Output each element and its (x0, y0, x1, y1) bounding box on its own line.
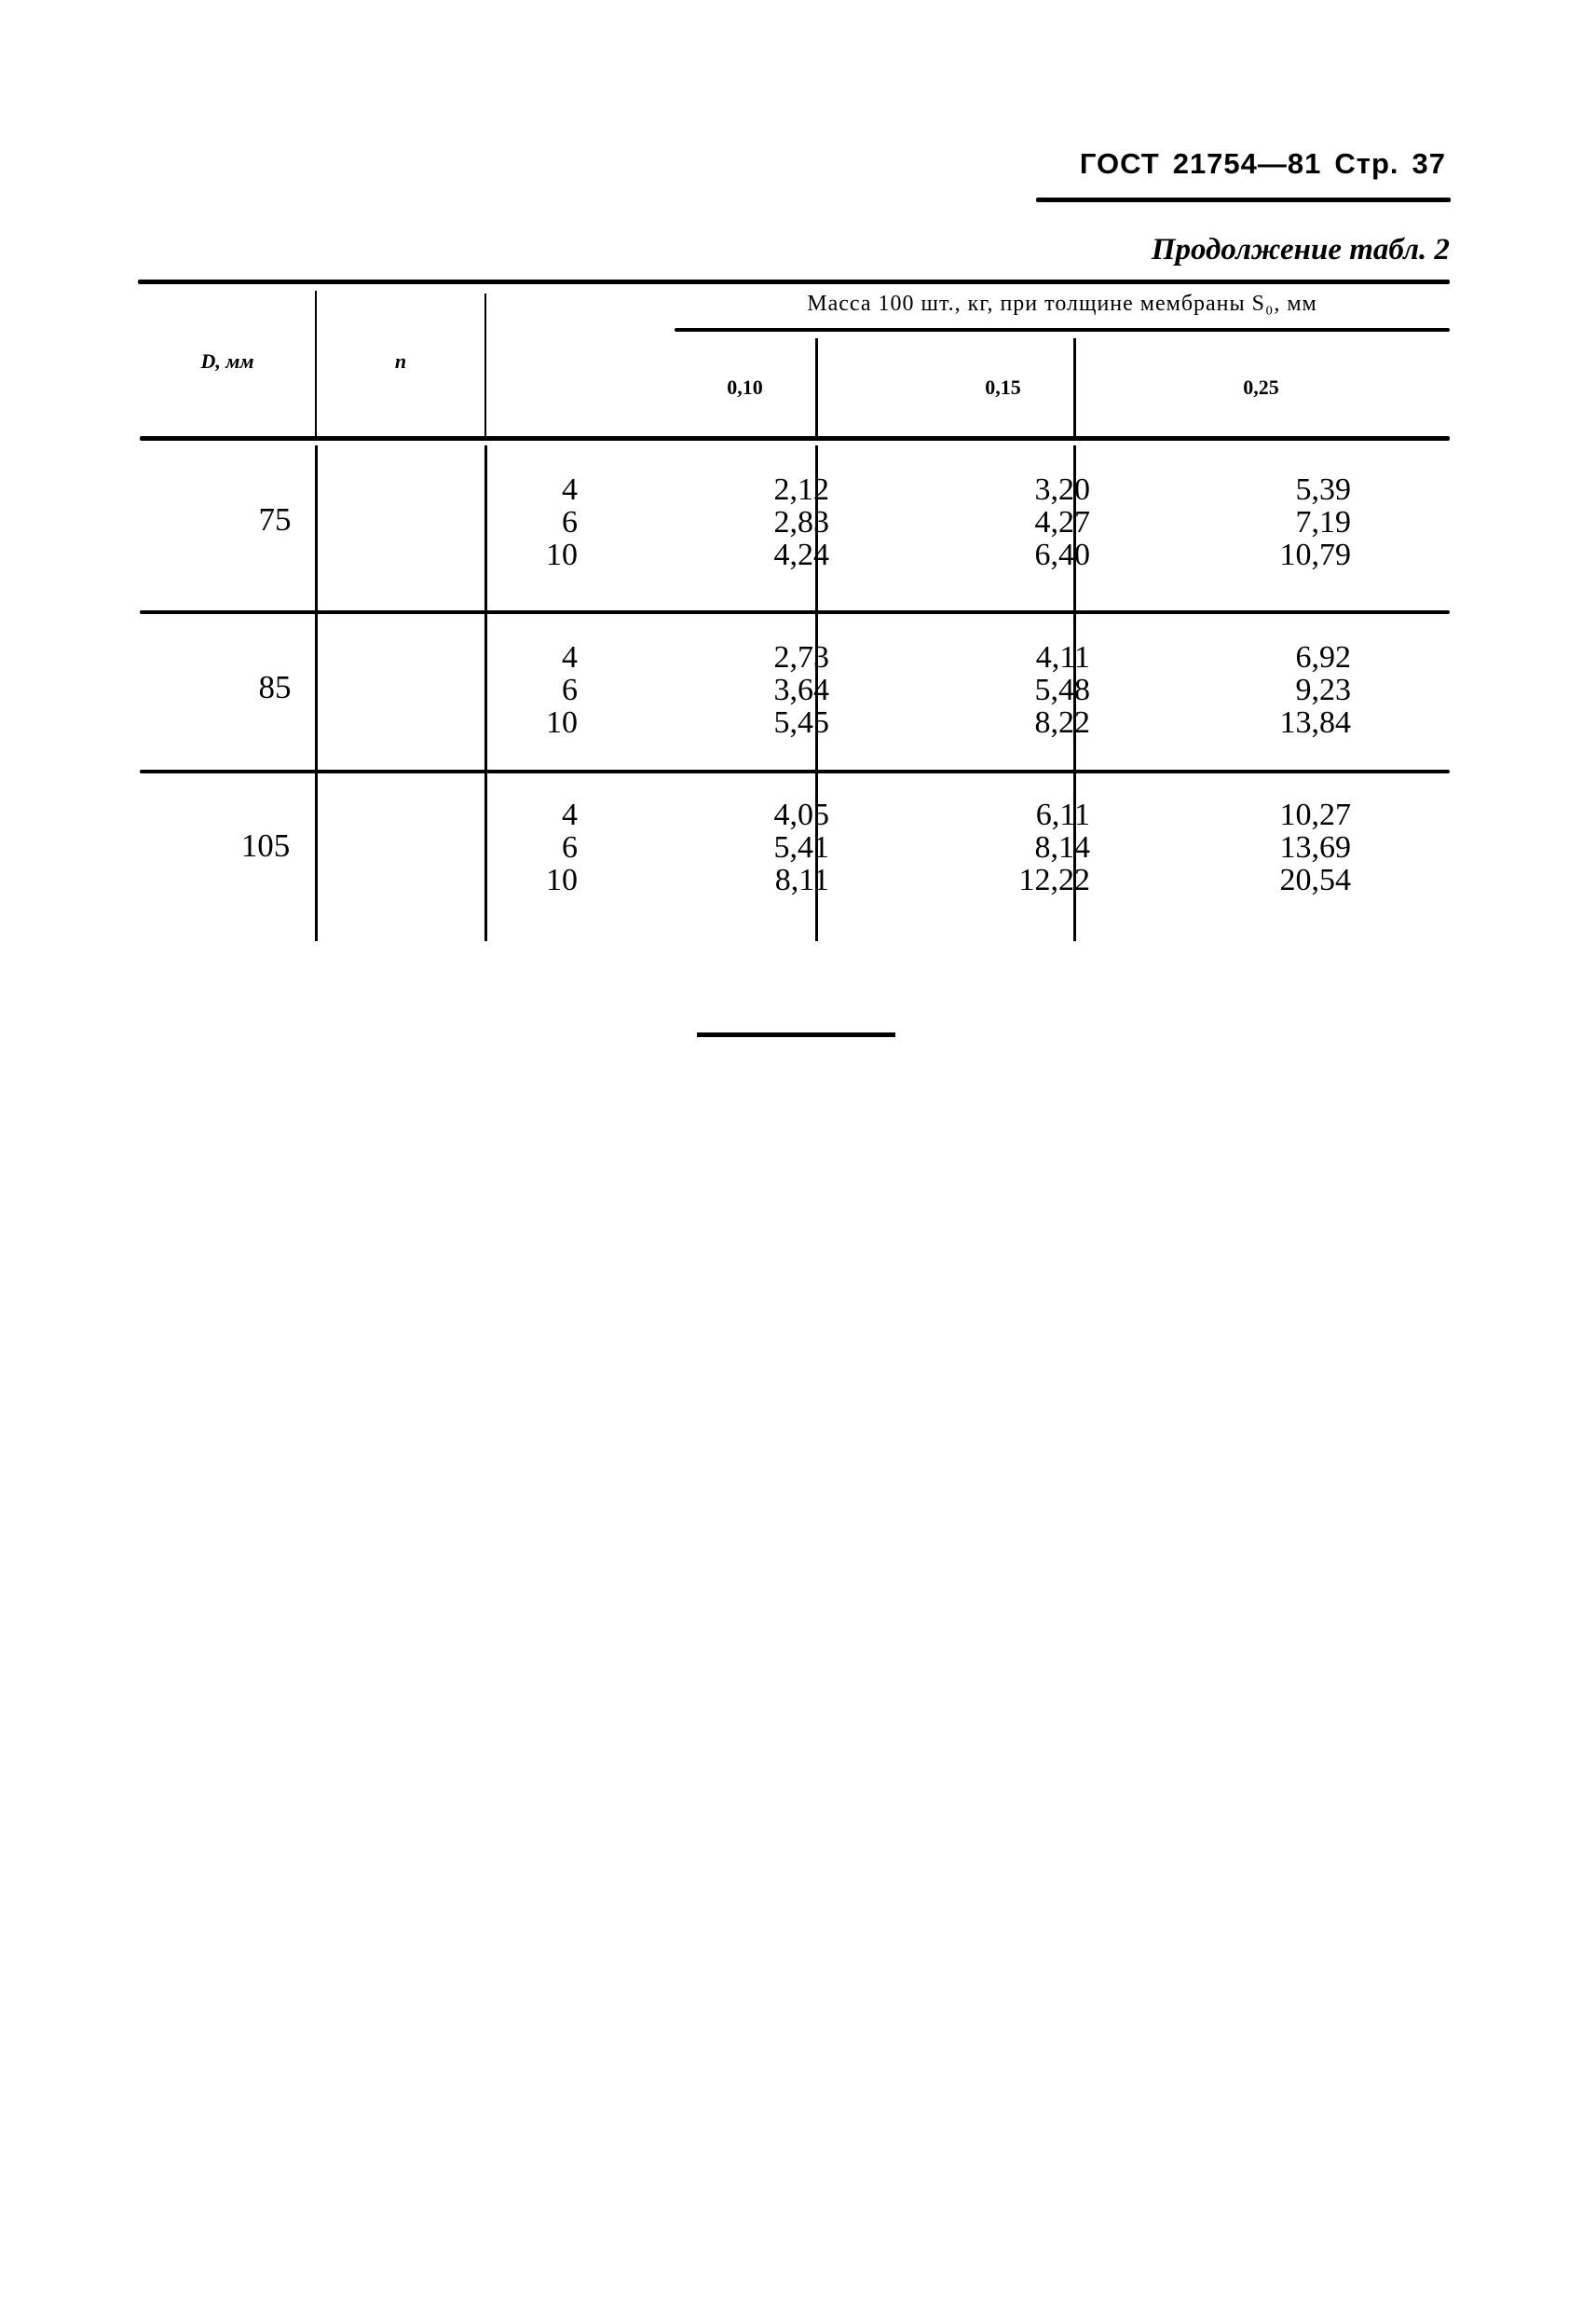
standard-number: 21754—81 (1172, 147, 1322, 180)
section-end-rule (697, 1032, 895, 1037)
column-header-n: n (394, 349, 407, 373)
row-85-n: 4 6 10 (546, 640, 578, 740)
column-header-thickness-010: 0,10 (727, 376, 763, 399)
page-number: 37 (1412, 147, 1446, 180)
group-header-rule (675, 328, 1450, 332)
row-75-t015: 3,20 4,27 6,40 (1034, 472, 1090, 572)
standard-label: ГОСТ (1079, 147, 1160, 180)
table-top-rule (138, 280, 1450, 284)
row-105-n: 4 6 10 (546, 798, 578, 897)
row-105-t010: 4,05 5,41 8,11 (773, 798, 829, 897)
row-divider-2 (140, 770, 1450, 773)
row-75-diameter: 75 (258, 501, 292, 538)
row-75-n: 4 6 10 (546, 472, 578, 572)
row-105-t025: 10,27 13,69 20,54 (1279, 798, 1351, 897)
row-85-t010: 2,73 3,64 5,45 (773, 640, 829, 740)
row-divider-1 (140, 610, 1450, 614)
row-85-t015: 4,11 5,48 8,22 (1034, 640, 1090, 740)
row-75-t010: 2,12 2,83 4,24 (773, 472, 829, 572)
page-header (1025, 147, 1446, 181)
column-header-thickness-025: 0,25 (1243, 376, 1279, 399)
header-rule (1036, 198, 1451, 202)
column-group-header-mass: Масса 100 шт., кг, при толщине мембраны S₀, мм (807, 292, 1317, 316)
row-105-diameter: 105 (240, 827, 291, 864)
row-85-t025: 6,92 9,23 13,84 (1279, 640, 1351, 740)
col-divider-3-head (815, 338, 818, 438)
table-caption: Продолжение табл. 2 (1151, 233, 1450, 267)
column-header-diameter: D, мм (200, 349, 254, 373)
row-85-diameter: 85 (258, 669, 292, 705)
column-header-thickness-015: 0,15 (985, 376, 1021, 399)
page-label: Стр. (1334, 147, 1399, 180)
header-bottom-rule (140, 436, 1450, 441)
row-75-t025: 5,39 7,19 10,79 (1279, 472, 1351, 572)
col-divider-2-head (484, 294, 486, 438)
row-105-t015: 6,11 8,14 12,22 (1018, 798, 1090, 897)
col-divider-4-head (1073, 338, 1076, 438)
